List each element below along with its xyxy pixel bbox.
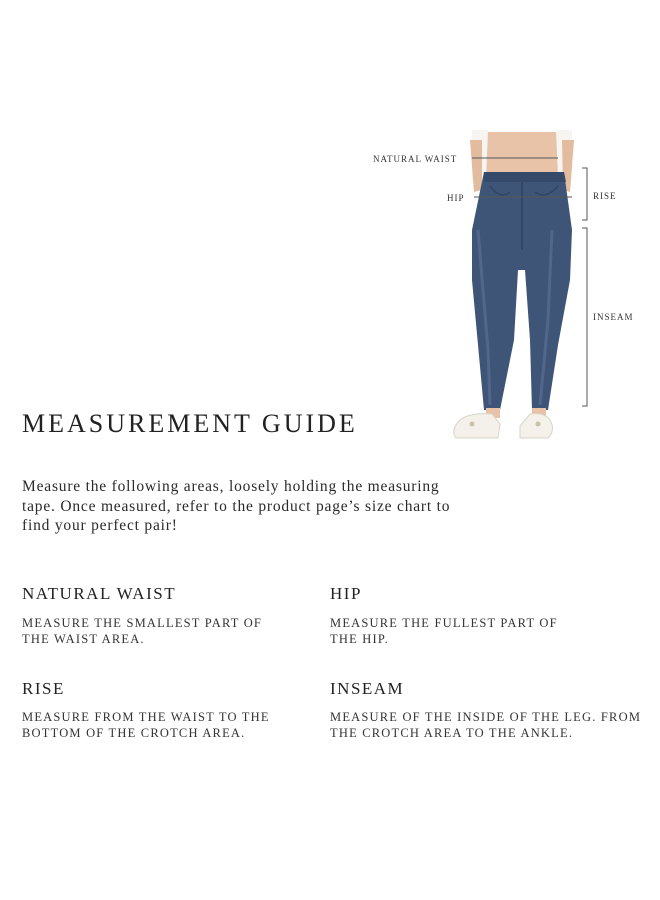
left-arm — [470, 140, 482, 192]
section-text-natural-waist: MEASURE THE SMALLEST PART OF THE WAIST AREA. — [22, 616, 263, 646]
left-loafer-buckle — [470, 422, 475, 427]
rise-label: RISE — [593, 191, 617, 201]
jeans-illustration — [360, 120, 660, 460]
inseam-label: INSEAM — [593, 312, 634, 322]
page-title: MEASUREMENT GUIDE — [22, 409, 358, 438]
section-title-natural-waist: NATURAL WAIST — [22, 584, 177, 603]
jeans-figure — [360, 120, 660, 460]
section-text-rise: MEASURE FROM THE WAIST TO THE BOTTOM OF THE CROTCH AREA. — [22, 710, 270, 740]
inseam-bracket — [582, 228, 587, 406]
section-text-hip: MEASURE THE FULLEST PART OF THE HIP. — [330, 616, 558, 646]
section-title-rise: RISE — [22, 679, 65, 698]
natural-waist-label: NATURAL WAIST — [373, 154, 458, 164]
hip-label: HIP — [447, 193, 465, 203]
section-title-inseam: INSEAM — [330, 679, 405, 698]
intro-text: Measure the following areas, loosely holding the measuring tape. Once measured, refer to the product page’s size chart to find your perfect pair! — [22, 478, 451, 534]
left-loafer — [454, 414, 500, 438]
section-text-inseam: MEASURE OF THE INSIDE OF THE LEG. FROM THE CROTCH AREA TO THE ANKLE. — [330, 710, 642, 740]
torso-skin — [478, 132, 565, 175]
section-title-hip: HIP — [330, 584, 362, 603]
rise-bracket — [582, 168, 587, 220]
waistband — [484, 172, 566, 182]
right-loafer-buckle — [536, 422, 541, 427]
